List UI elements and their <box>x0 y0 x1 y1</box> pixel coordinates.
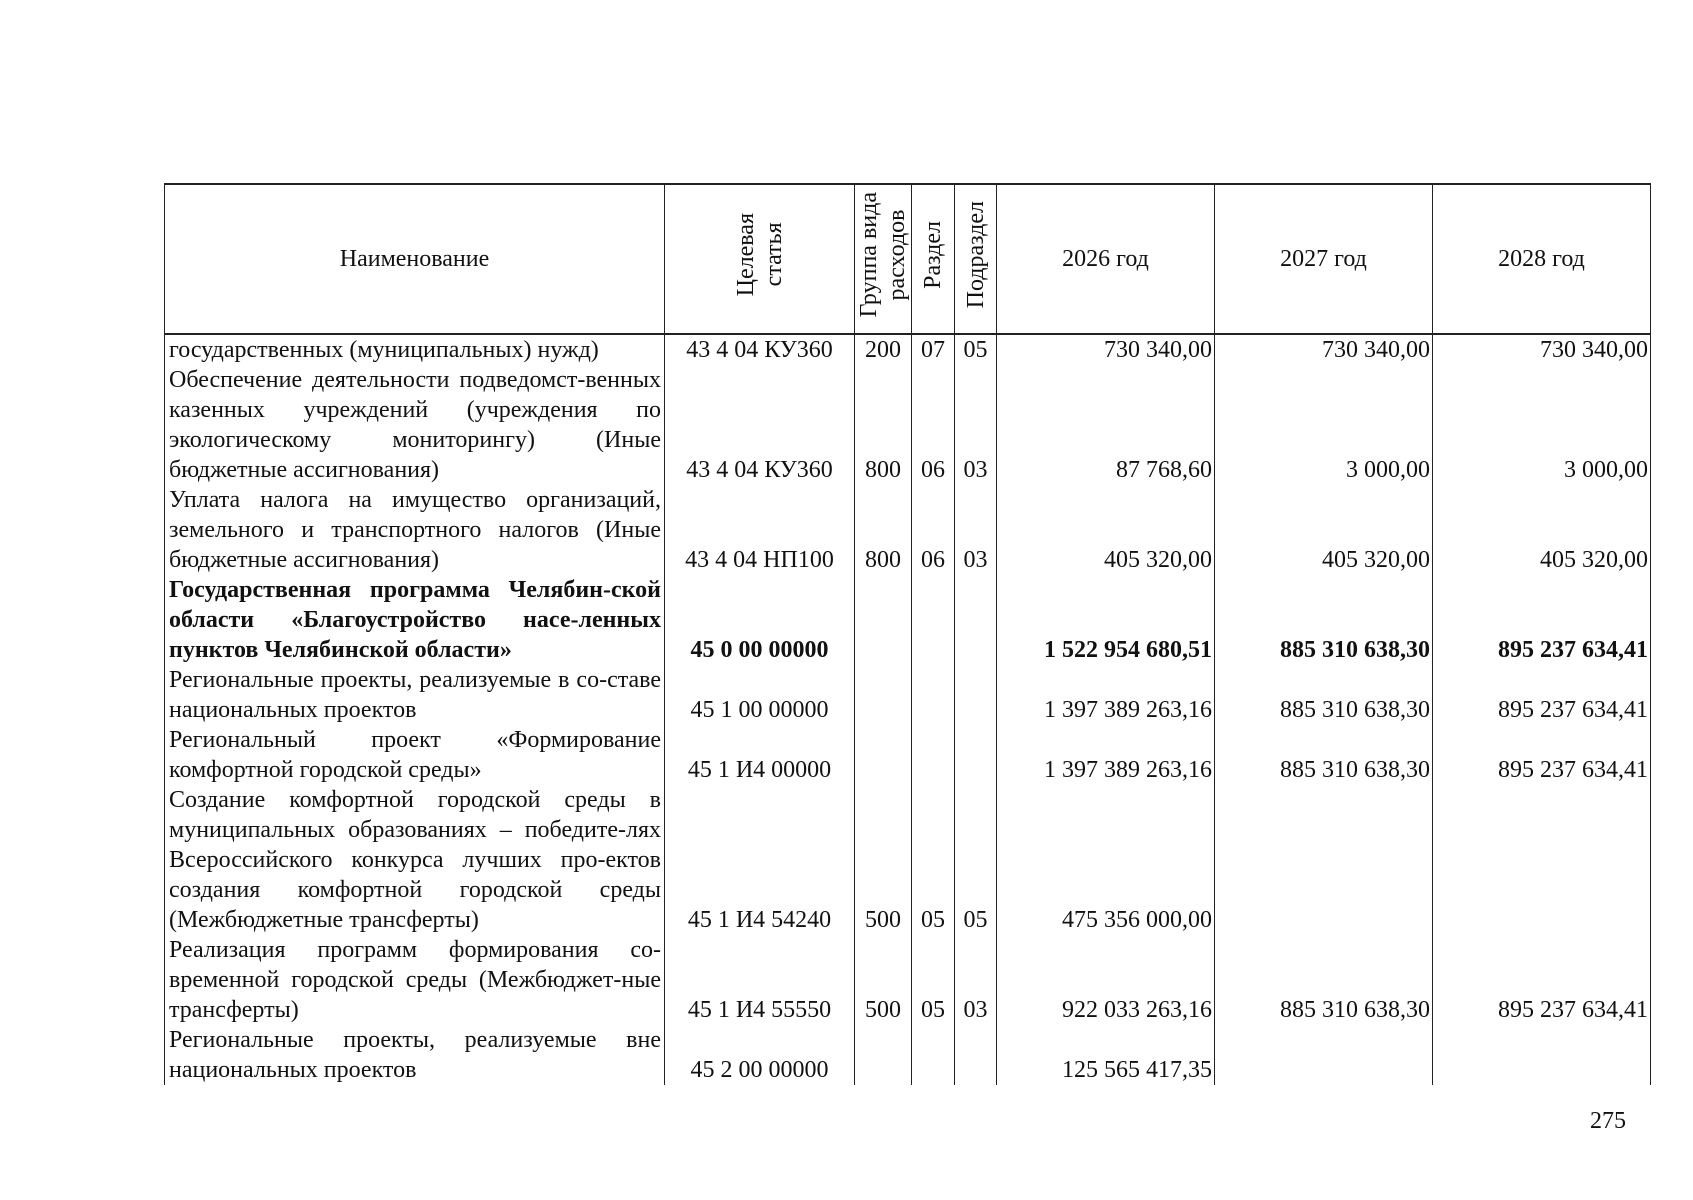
row-name: Обеспечение деятельности подведомст-венных казенных учреждений (учреждения по экологическому мониторингу) (Иные бюджетные ассигнования) <box>165 365 665 485</box>
row-subsection: 03 <box>955 935 997 1025</box>
row-subsection <box>955 665 997 725</box>
row-amount-2028: 895 237 634,41 <box>1433 665 1651 725</box>
row-subsection <box>955 725 997 785</box>
header-expense-group-line1: Группа вида <box>856 192 882 318</box>
table-row <box>165 334 1651 365</box>
budget-table <box>164 183 1651 1085</box>
row-amount-2027 <box>1215 1025 1433 1085</box>
row-target-article: 45 1 И4 54240 <box>665 785 855 935</box>
header-subsection-label: Подраздел <box>962 201 989 309</box>
row-amount-2028 <box>1433 785 1651 935</box>
row-section <box>912 725 955 785</box>
row-amount-2028: 3 000,00 <box>1433 365 1651 485</box>
row-subsection <box>955 575 997 665</box>
row-name: Реализация программ формирования со-временной городской среды (Межбюджет-ные трансферты) <box>165 935 665 1025</box>
row-section <box>912 1025 955 1085</box>
row-name: Уплата налога на имущество организаций, земельного и транспортного налогов (Иные бюджетные ассигнования) <box>165 485 665 575</box>
table-row <box>165 575 1651 665</box>
row-amount-2027: 730 340,00 <box>1215 334 1433 365</box>
table-row <box>165 485 1651 575</box>
row-expense-group <box>855 725 912 785</box>
header-subsection <box>955 184 997 334</box>
row-amount-2027: 405 320,00 <box>1215 485 1433 575</box>
row-amount-2027: 3 000,00 <box>1215 365 1433 485</box>
header-section-label: Раздел <box>920 221 946 289</box>
row-amount-2026: 922 033 263,16 <box>997 935 1215 1025</box>
row-amount-2028: 405 320,00 <box>1433 485 1651 575</box>
row-amount-2027: 885 310 638,30 <box>1215 575 1433 665</box>
row-subsection <box>955 1025 997 1085</box>
row-amount-2027 <box>1215 785 1433 935</box>
row-target-article: 45 2 00 00000 <box>665 1025 855 1085</box>
row-expense-group <box>855 665 912 725</box>
table-row <box>165 665 1651 725</box>
row-expense-group: 800 <box>855 485 912 575</box>
table-row <box>165 785 1651 935</box>
table-row <box>165 1025 1651 1085</box>
row-amount-2028: 730 340,00 <box>1433 334 1651 365</box>
table-row <box>165 725 1651 785</box>
row-section: 06 <box>912 485 955 575</box>
row-amount-2026: 730 340,00 <box>997 334 1215 365</box>
row-amount-2026: 1 397 389 263,16 <box>997 665 1215 725</box>
row-section <box>912 665 955 725</box>
header-target-article <box>665 184 855 334</box>
row-name: государственных (муниципальных) нужд) <box>165 334 665 365</box>
row-name: Создание комфортной городской среды в муниципальных образованиях – победите-лях Всероссийского конкурса лучших про-ектов создания комфортной городской среды (Межбюджетные трансферты) <box>165 785 665 935</box>
row-amount-2027: 885 310 638,30 <box>1215 935 1433 1025</box>
row-section <box>912 575 955 665</box>
row-expense-group: 500 <box>855 785 912 935</box>
row-amount-2026: 1 522 954 680,51 <box>997 575 1215 665</box>
header-expense-group-line2: расходов <box>884 209 910 301</box>
row-amount-2028: 895 237 634,41 <box>1433 725 1651 785</box>
header-section <box>912 184 955 334</box>
row-target-article: 45 1 00 00000 <box>665 665 855 725</box>
row-amount-2028: 895 237 634,41 <box>1433 575 1651 665</box>
row-target-article: 43 4 04 КУ360 <box>665 334 855 365</box>
row-section: 05 <box>912 935 955 1025</box>
row-expense-group <box>855 575 912 665</box>
row-target-article: 45 1 И4 55550 <box>665 935 855 1025</box>
row-subsection: 05 <box>955 334 997 365</box>
row-name: Государственная программа Челябин-ской области «Благоустройство насе-ленных пунктов Челябинской области» <box>165 575 665 665</box>
row-amount-2026: 87 768,60 <box>997 365 1215 485</box>
header-expense-group <box>855 184 912 334</box>
row-name: Региональные проекты, реализуемые вне национальных проектов <box>165 1025 665 1085</box>
header-year-2027: 2027 год <box>1215 184 1433 334</box>
row-section: 07 <box>912 334 955 365</box>
header-year-2028: 2028 год <box>1433 184 1651 334</box>
table-body <box>165 334 1651 1085</box>
row-target-article: 45 0 00 00000 <box>665 575 855 665</box>
table-row <box>165 935 1651 1025</box>
row-amount-2026: 475 356 000,00 <box>997 785 1215 935</box>
row-expense-group: 500 <box>855 935 912 1025</box>
table-row <box>165 365 1651 485</box>
row-target-article: 43 4 04 НП100 <box>665 485 855 575</box>
row-expense-group: 200 <box>855 334 912 365</box>
row-amount-2027: 885 310 638,30 <box>1215 725 1433 785</box>
row-subsection: 05 <box>955 785 997 935</box>
row-amount-2028: 895 237 634,41 <box>1433 935 1651 1025</box>
page-number: 275 <box>1590 1108 1626 1134</box>
header-year-2026: 2026 год <box>997 184 1215 334</box>
row-name: Региональные проекты, реализуемые в со-ставе национальных проектов <box>165 665 665 725</box>
row-name: Региональный проект «Формирование комфортной городской среды» <box>165 725 665 785</box>
header-name: Наименование <box>165 184 665 334</box>
header-target-article-line2: статья <box>760 223 787 287</box>
row-section: 05 <box>912 785 955 935</box>
header-target-article-line1: Целевая <box>732 213 759 297</box>
row-target-article: 45 1 И4 00000 <box>665 725 855 785</box>
row-amount-2026: 125 565 417,35 <box>997 1025 1215 1085</box>
row-amount-2028 <box>1433 1025 1651 1085</box>
row-expense-group: 800 <box>855 365 912 485</box>
row-amount-2026: 405 320,00 <box>997 485 1215 575</box>
row-subsection: 03 <box>955 365 997 485</box>
row-subsection: 03 <box>955 485 997 575</box>
row-section: 06 <box>912 365 955 485</box>
row-amount-2027: 885 310 638,30 <box>1215 665 1433 725</box>
row-amount-2026: 1 397 389 263,16 <box>997 725 1215 785</box>
row-expense-group <box>855 1025 912 1085</box>
row-target-article: 43 4 04 КУ360 <box>665 365 855 485</box>
header-row <box>165 184 1651 334</box>
